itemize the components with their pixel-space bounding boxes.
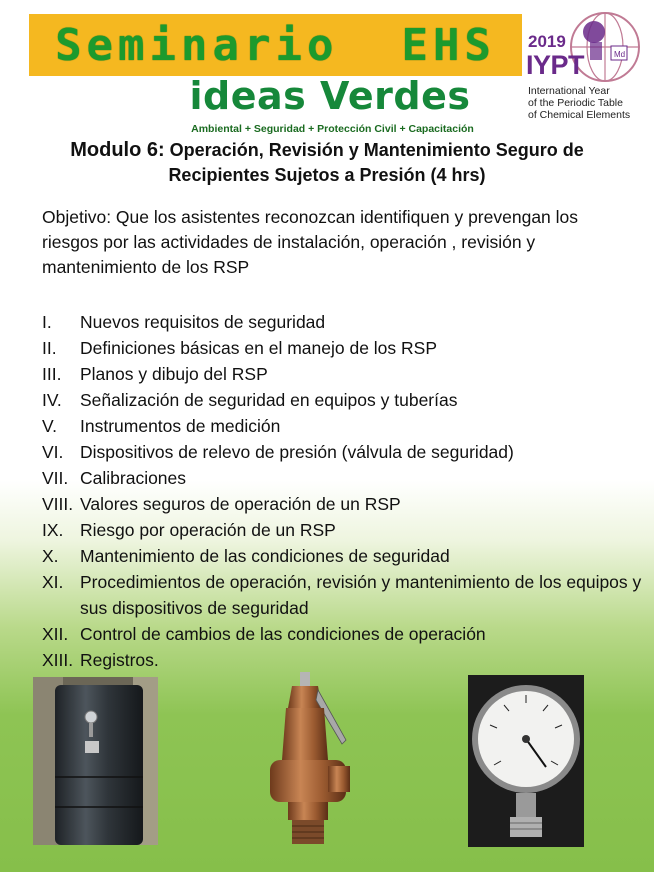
list-item xyxy=(42,387,642,413)
list-item xyxy=(42,439,642,465)
item-number: XII. xyxy=(42,624,69,644)
list-item xyxy=(42,491,642,517)
item-text: Dispositivos de relevo de presión (válvula de seguridad) xyxy=(80,442,514,462)
module-title-line2: Recipientes Sujetos a Presión (4 hrs) xyxy=(168,165,486,185)
item-text: Planos y dibujo del RSP xyxy=(80,364,268,384)
item-number: VII. xyxy=(42,468,69,488)
item-text: Registros. xyxy=(80,650,159,670)
item-text: Calibraciones xyxy=(80,468,187,488)
iypt-logo xyxy=(524,8,650,122)
brand-tagline: Ambiental + Seguridad + Protección Civil + Capacitación xyxy=(191,123,474,135)
list-item xyxy=(42,543,642,569)
banner-title: Seminario EHS xyxy=(55,19,496,71)
logo-caption xyxy=(528,85,630,121)
list-item xyxy=(42,517,642,543)
list-item xyxy=(42,621,642,647)
module-title-line1: Operación, Revisión y Mantenimiento Seguro de xyxy=(169,140,584,160)
item-number: VI. xyxy=(42,442,64,462)
item-number: XIII. xyxy=(42,650,74,670)
list-item xyxy=(42,465,642,491)
item-text: Mantenimiento de las condiciones de seguridad xyxy=(80,546,450,566)
pressure-gauge-photo xyxy=(468,675,584,847)
item-number: II. xyxy=(42,338,57,358)
logo-caption-line: of the Periodic Table xyxy=(528,97,623,109)
item-number: VIII. xyxy=(42,494,74,514)
logo-acronym: IYPT xyxy=(526,50,585,80)
item-number: X. xyxy=(42,546,59,566)
module-number: Modulo 6: xyxy=(70,139,165,161)
safety-valve-photo xyxy=(262,668,354,848)
pressure-vessel-photo xyxy=(33,677,158,845)
item-text: Riesgo por operación de un RSP xyxy=(80,520,336,540)
seminar-banner xyxy=(29,14,522,76)
item-number: V. xyxy=(42,416,57,436)
logo-caption-line: International Year xyxy=(528,85,610,97)
logo-year: 2019 xyxy=(528,32,566,51)
logo-caption-line: of Chemical Elements xyxy=(528,109,631,121)
list-item xyxy=(42,309,642,335)
item-number: IV. xyxy=(42,390,62,410)
item-text: Definiciones básicas en el manejo de los RSP xyxy=(80,338,437,358)
item-text: Control de cambios de las condiciones de operación xyxy=(80,624,486,644)
item-text: Instrumentos de medición xyxy=(80,416,281,436)
list-item xyxy=(42,569,642,621)
item-number: III. xyxy=(42,364,62,384)
item-number: XI. xyxy=(42,572,64,592)
logo-cell-label: Md xyxy=(614,50,626,59)
item-text: Nuevos requisitos de seguridad xyxy=(80,312,326,332)
item-number: IX. xyxy=(42,520,64,540)
module-title xyxy=(20,138,634,188)
objective-text: Objetivo: Que los asistentes reconozcan identifiquen y prevengan los riesgos por las actividades de instalación, operación , revisión y mantenimiento de los RSP xyxy=(42,207,579,277)
item-text: Señalización de seguridad en equipos y tuberías xyxy=(80,390,458,410)
list-item xyxy=(42,335,642,361)
item-text: Valores seguros de operación de un RSP xyxy=(80,494,401,514)
item-number: I. xyxy=(42,312,52,332)
item-text: Procedimientos de operación, revisión y mantenimiento de los equipos y sus dispositivos de seguridad xyxy=(80,572,642,618)
list-item xyxy=(42,413,642,439)
list-item xyxy=(42,361,642,387)
topics-list xyxy=(42,309,642,673)
brand-name: ideas Verdes xyxy=(189,74,471,118)
